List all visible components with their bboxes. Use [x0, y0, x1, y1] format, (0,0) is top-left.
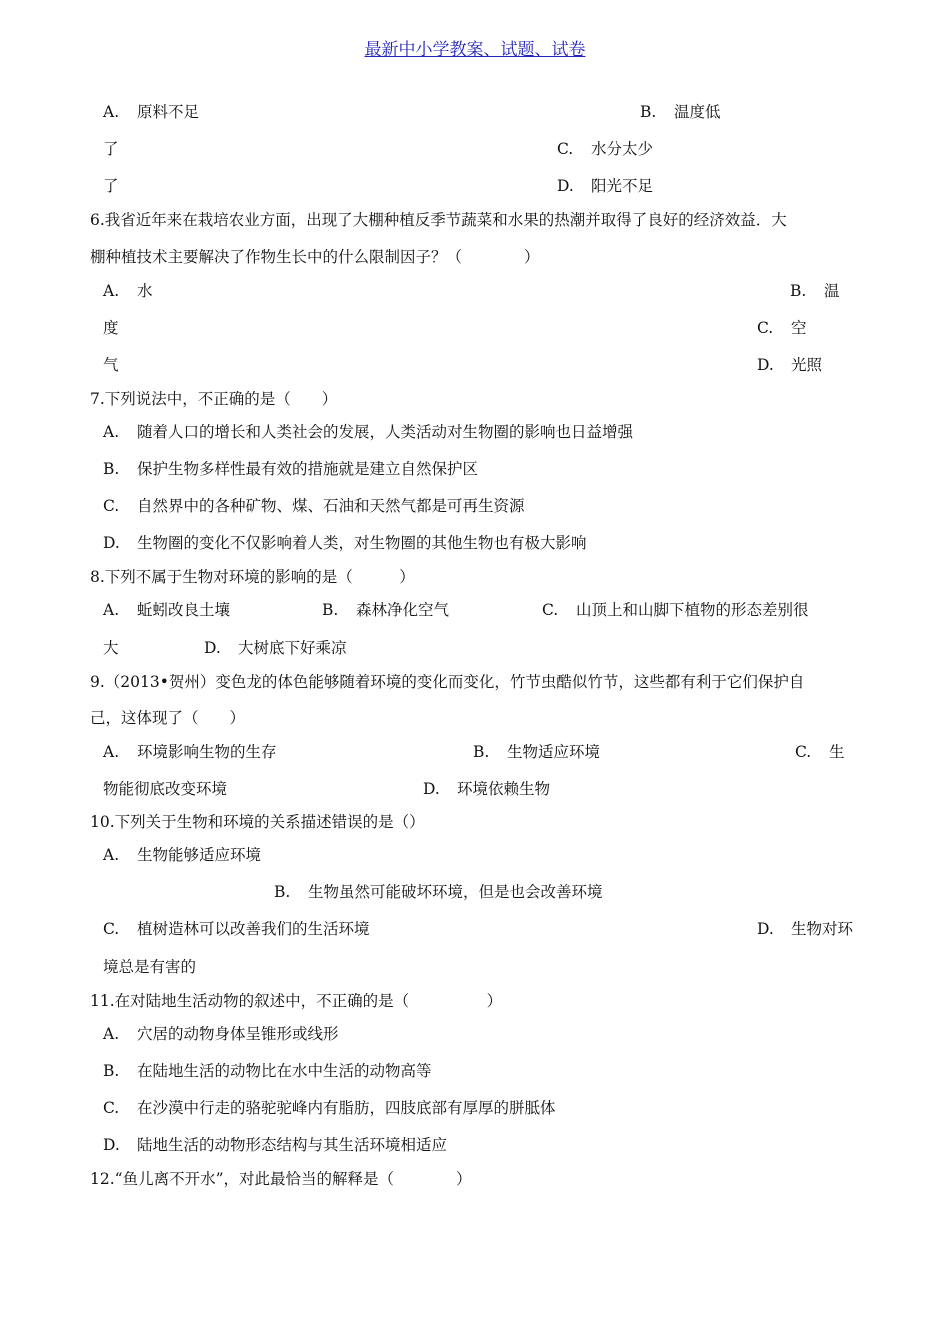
- q6-option-c: C. 空: [757, 319, 807, 337]
- q6-option-b: B. 温: [790, 282, 840, 300]
- q11-option-d: D. 陆地生活的动物形态结构与其生活环境相适应: [103, 1136, 448, 1154]
- q8-wrap-line: 大: [103, 639, 119, 657]
- q10-option-c: C. 植树造林可以改善我们的生活环境: [103, 920, 370, 938]
- q5-wrap-line: 了: [103, 140, 119, 158]
- q8-option-a: A. 蚯蚓改良土壤: [103, 601, 231, 619]
- q9-option-a: A. 环境影响生物的生存: [103, 743, 277, 761]
- q6-wrap-line: 气: [103, 356, 119, 374]
- q6-stem-line: 6.我省近年来在栽培农业方面，出现了大棚种植反季节蔬菜和水果的热潮并取得了良好的经济效益．大: [90, 211, 787, 229]
- q8-option-c: C. 山顶上和山脚下植物的形态差别很: [542, 601, 809, 619]
- q10-option-b: B. 生物虽然可能破坏环境，但是也会改善环境: [274, 883, 603, 901]
- q12-stem: 12.“鱼儿离不开水”，对此最恰当的解释是（ ）: [90, 1170, 472, 1188]
- q7-option-c: C. 自然界中的各种矿物、煤、石油和天然气都是可再生资源: [103, 497, 525, 515]
- q6-option-d: D. 光照: [757, 356, 823, 374]
- q5-option-d: D. 阳光不足: [557, 177, 654, 195]
- q9-stem-line: 9.（2013•贺州）变色龙的体色能够随着环境的变化而变化，竹节虫酷似竹节，这些都有利于它们保护自: [90, 673, 805, 691]
- q8-stem: 8.下列不属于生物对环境的影响的是（ ）: [90, 568, 415, 586]
- q8-option-d: D. 大树底下好乘凉: [204, 639, 347, 657]
- q9-option-c: C. 生: [795, 743, 845, 761]
- q9-option-b: B. 生物适应环境: [473, 743, 601, 761]
- q6-option-a: A. 水: [103, 282, 153, 300]
- q10-stem: 10.下列关于生物和环境的关系描述错误的是（）: [90, 813, 425, 831]
- q9-wrap-line: 物能彻底改变环境: [103, 780, 228, 798]
- q5-wrap-line: 了: [103, 177, 119, 195]
- q7-option-a: A. 随着人口的增长和人类社会的发展，人类活动对生物圈的影响也日益增强: [103, 423, 634, 441]
- q11-option-c: C. 在沙漠中行走的骆驼驼峰内有脂肪，四肢底部有厚厚的胼胝体: [103, 1099, 556, 1117]
- q9-option-d: D. 环境依赖生物: [423, 780, 551, 798]
- header-link[interactable]: 最新中小学教案、试题、试卷: [364, 40, 586, 60]
- q7-option-b: B. 保护生物多样性最有效的措施就是建立自然保护区: [103, 460, 479, 478]
- q7-option-d: D. 生物圈的变化不仅影响着人类，对生物圈的其他生物也有极大影响: [103, 534, 587, 552]
- q11-option-b: B. 在陆地生活的动物比在水中生活的动物高等: [103, 1062, 432, 1080]
- q10-wrap-line: 境总是有害的: [103, 958, 197, 976]
- q6-wrap-line: 度: [103, 319, 119, 337]
- q7-stem: 7.下列说法中，不正确的是（ ）: [90, 390, 338, 408]
- q10-option-d: D. 生物对环: [757, 920, 854, 938]
- q9-stem-line: 己，这体现了（ ）: [90, 709, 246, 727]
- q5-option-b: B. 温度低: [640, 103, 721, 121]
- q11-option-a: A. 穴居的动物身体呈锥形或线形: [103, 1025, 339, 1043]
- q10-option-a: A. 生物能够适应环境: [103, 846, 262, 864]
- q6-stem-line: 棚种植技术主要解决了作物生长中的什么限制因子？（ ）: [90, 248, 540, 266]
- q11-stem: 11.在对陆地生活动物的叙述中，不正确的是（ ）: [90, 992, 503, 1010]
- q5-option-a: A. 原料不足: [103, 103, 200, 121]
- q5-option-c: C. 水分太少: [557, 140, 654, 158]
- q8-option-b: B. 森林净化空气: [322, 601, 450, 619]
